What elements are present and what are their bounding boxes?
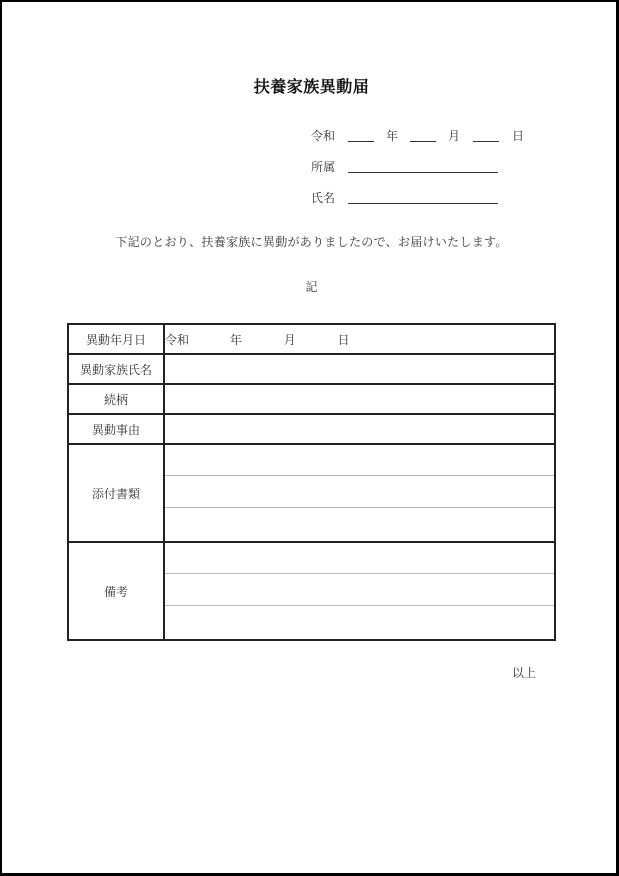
change-date-era: 令和 [165,332,190,347]
change-date-value [164,324,555,354]
table-row [68,414,555,444]
row-label-family-name: 異動家族氏名 [68,354,164,384]
header-year-label: 年 [386,129,399,143]
remarks-cell [164,542,555,640]
reason-cell [164,414,555,444]
notification-table [67,323,556,641]
relationship-cell [164,384,555,414]
statement-text: 下記のとおり、扶養家族に異動がありましたので、お届けいたします。 [115,235,508,249]
attachments-line [165,445,554,476]
attachments-line [165,476,554,508]
ki-heading: 記 [305,280,318,294]
header-era: 令和 [311,129,336,143]
header-day-label: 日 [512,129,525,143]
remarks-line [165,574,554,606]
row-label-change-date: 異動年月日 [68,324,164,354]
affiliation-blank [348,172,498,173]
table-row [68,354,555,384]
header-month-blank [410,141,436,142]
remarks-line [165,543,554,574]
change-date-year: 年 [229,332,242,347]
header-month-label: 月 [448,129,461,143]
header-year-blank [348,141,374,142]
change-date-month: 月 [283,332,296,347]
header-day-blank [473,141,499,142]
attachments-line [165,508,554,541]
family-name-cell [164,354,555,384]
remarks-line [165,606,554,639]
attachments-cell [164,444,555,542]
row-label-relationship: 続柄 [68,384,164,414]
header-affiliation-label: 所属 [311,160,336,174]
closing-text: 以上 [512,666,537,680]
table-row [68,324,555,354]
change-date-day: 日 [337,332,350,347]
row-label-attachments: 添付書類 [68,444,164,542]
document-title: 扶養家族異動届 [253,77,370,96]
header-name-label: 氏名 [311,191,336,205]
name-blank [348,203,498,204]
row-label-remarks: 備考 [68,542,164,640]
table-row [68,542,555,640]
row-label-reason: 異動事由 [68,414,164,444]
table-row [68,444,555,542]
table-row [68,384,555,414]
